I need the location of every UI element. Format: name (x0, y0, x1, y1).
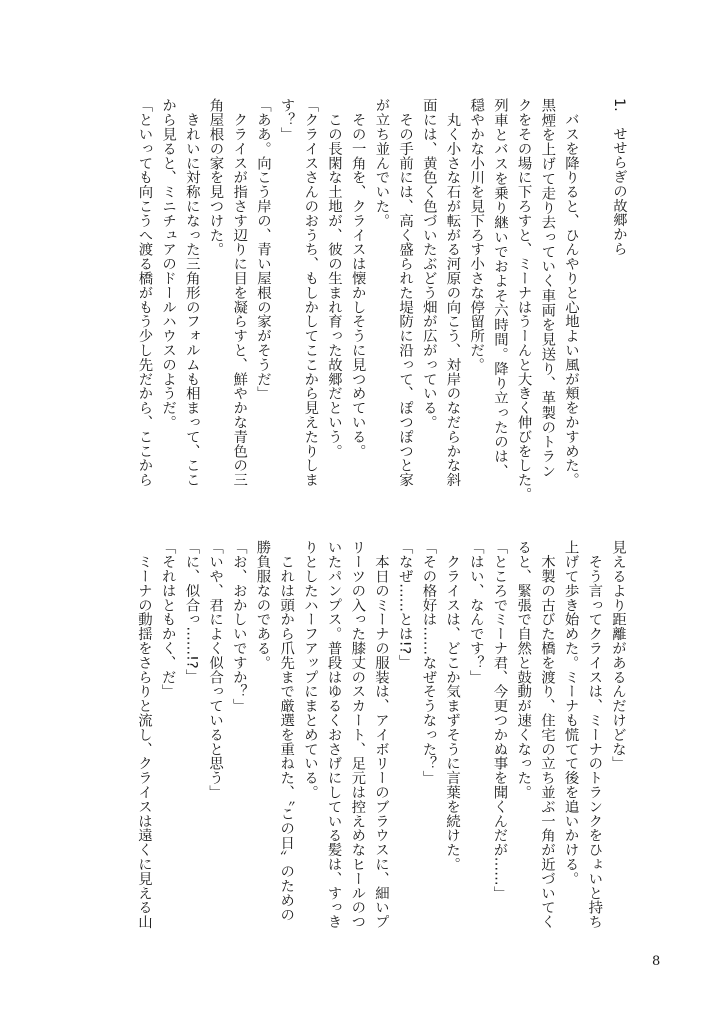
text-line: 「お、おかしいですか？」 (230, 540, 247, 713)
text-line: 黒煙を上げて走り去っていく車両を見送り、革製のトラン (539, 98, 556, 478)
text-line: 「ところでミーナ君、今更つかぬ事を聞くんだが……」 (491, 540, 508, 900)
page-number: 8 (652, 954, 661, 969)
text-line: 面には、黄色く色づいたぶどう畑が広がっている。 (420, 98, 437, 430)
text-line: 「クライスさんのおうち、もしかしてここから見えたりしま (302, 98, 319, 487)
text-line: ミーナの動揺をさらりと流し、クライスは遠くに見える山 (136, 540, 152, 929)
text-line: す？」 (278, 98, 295, 142)
text-line: 「それはともかく、だ」 (159, 540, 176, 699)
text-line: から見ると、ミニチュアのドールハウスのようだ。 (160, 98, 177, 430)
text-line: クをその場に下ろすと、ミーナはうーんと大きく伸びをした。 (515, 98, 532, 502)
text-line: クライスは、どこか気まずそうに言葉を続けた。 (444, 540, 461, 872)
chapter-heading: 1. せせらぎの故郷から (611, 98, 627, 256)
text-line: 上げて歩き始めた。ミーナも慌てて後を追いかける。 (562, 540, 579, 886)
text-line: その手前には、高く盛られた堤防に沿って、ぽつぽつと家 (397, 98, 414, 487)
text-line: 「いや、君によく似合っていると思う」 (207, 540, 224, 800)
text-line: 見えるより距離があるんだけどな」 (610, 540, 626, 771)
text-line: 「といっても向こうへ渡る橋がもう少し先だから、ここから (136, 98, 153, 487)
text-line: 勝負服なのである。 (254, 540, 271, 670)
text-line: 本日のミーナの服装は、アイボリーのブラウスに、細いプ (373, 540, 389, 929)
text-line: きれいに対称になった三角形のフォルムも相まって、ここ (183, 98, 200, 487)
text-line: 「に、似合っ……!?」 (183, 540, 200, 683)
text-line: いたパンプス。普段はゆるくおさげにしている髪は、すっき (325, 540, 342, 929)
text-line: その一角を、クライスは懐かしそうに見つめている。 (349, 98, 366, 458)
text-line: この長閑な土地が、彼の生まれ育った故郷だという。 (326, 98, 342, 458)
text-line: ると、緊張で自然と鼓動が速くなった。 (515, 540, 532, 800)
text-line: 穏やかな小川を見下ろす小さな停留所だ。 (468, 98, 485, 372)
text-line: 「ああ。向こう岸の、青い屋根の家がそうだ」 (254, 98, 271, 401)
text-line: りとしたハーフアップにまとめている。 (301, 540, 318, 800)
text-line: 木製の古びた橋を渡り、住宅の立ち並ぶ一角が近づいてく (538, 540, 555, 929)
text-line: 丸く小さな石が転がる河原の向こう、対岸のなだらかな斜 (444, 98, 461, 487)
text-line: 角屋根の家を見つけた。 (207, 98, 224, 257)
text-line: バスを降りると、ひんやりと心地よい風が頬をかすめた。 (563, 98, 579, 487)
text-line: これは頭から爪先まで厳選を重ねた、〝この日〟のための (278, 540, 295, 922)
text-line: リーツの入った膝丈のスカート、足元は控えめなヒールのつ (349, 540, 366, 929)
text-line: 「その格好は……なぜそうなった？」 (420, 540, 437, 785)
text-line: 「はい、なんです？」 (467, 540, 484, 684)
text-line: そう言ってクライスは、ミーナのトランクをひょいと持ち (586, 540, 603, 929)
text-line: が立ち並んでいた。 (373, 98, 390, 228)
text-line: 「なぜ……とは!?」 (396, 540, 413, 669)
text-line: 列車とバスを乗り継いでおよそ六時間。降り立ったのは、 (491, 98, 508, 478)
text-line: クライスが指さす辺りに目を凝らすと、鮮やかな青色の三 (231, 98, 248, 487)
